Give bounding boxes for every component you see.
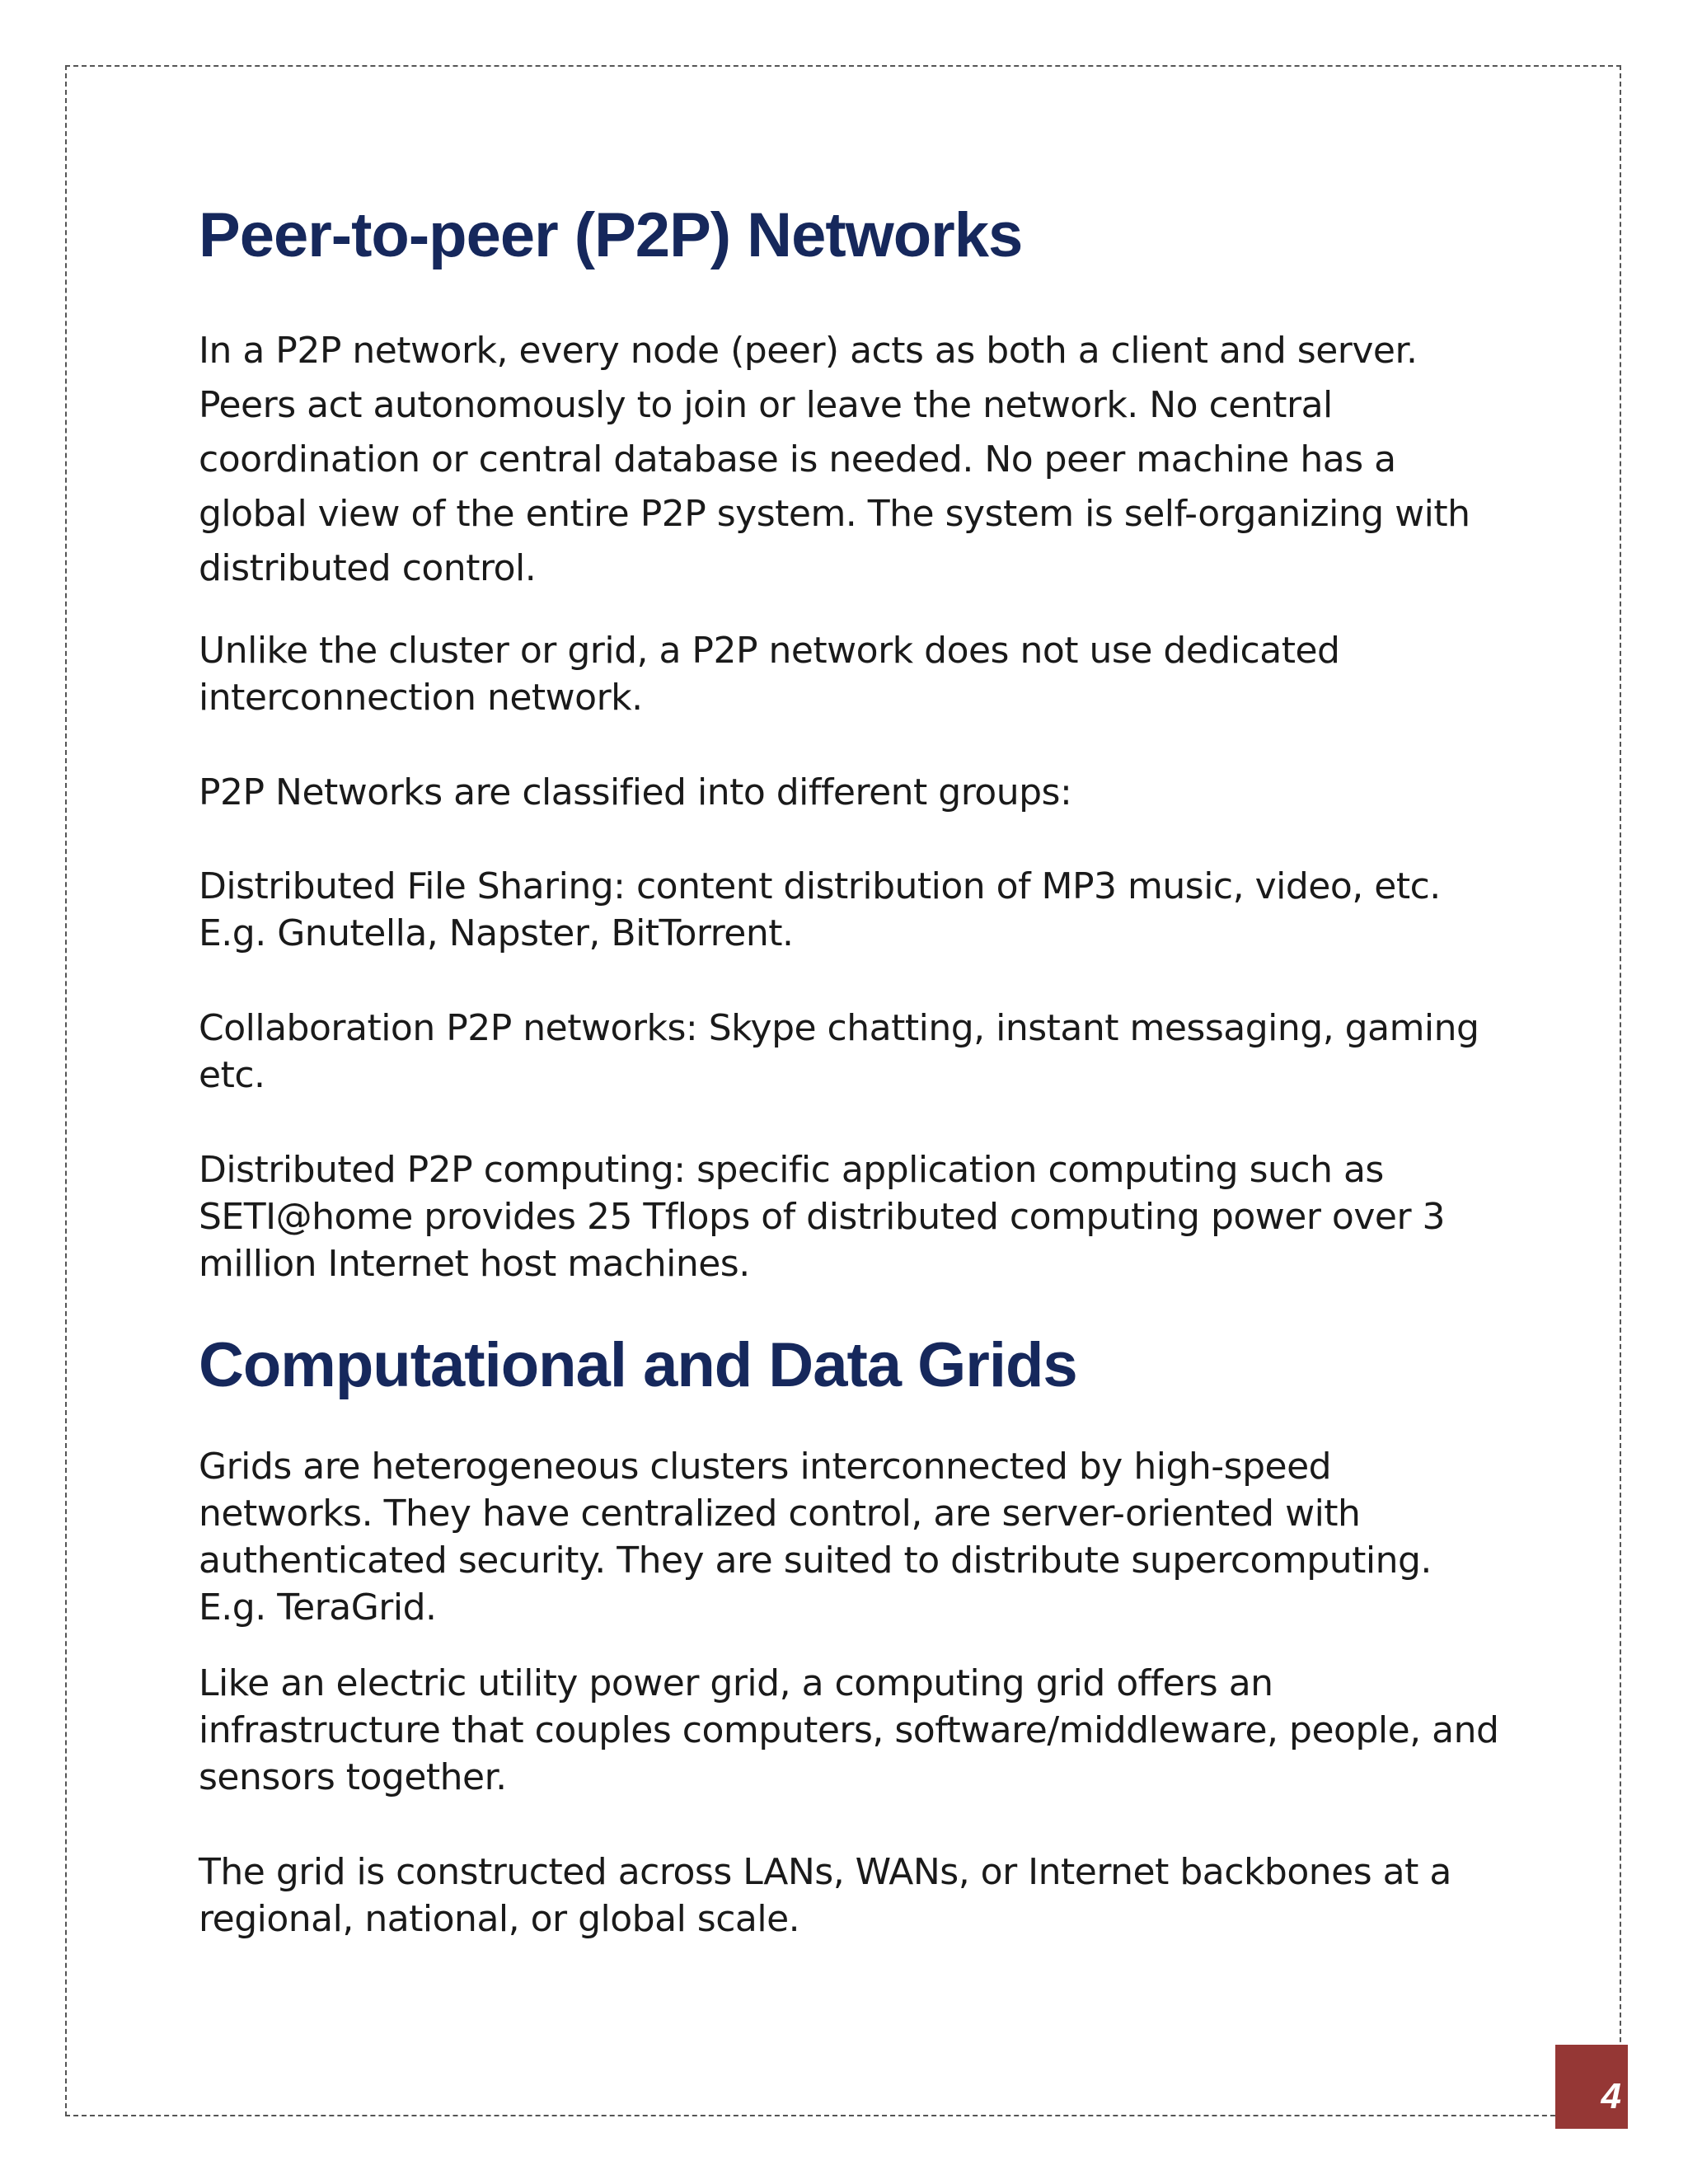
page-number-tab [1555, 2045, 1628, 2129]
paragraph: Unlike the cluster or grid, a P2P network does not use dedicated interconnection network. [199, 630, 1340, 719]
section-heading-p2p: Peer-to-peer (P2P) Networks [199, 200, 1023, 270]
paragraph: In a P2P network, every node (peer) acts as both a client and server. Peers act autonomously to join or leave the network. No central coordination or central database is needed. No peer machine has a global view of the entire P2P system. The system is self-organizing with distributed control. [199, 330, 1470, 589]
paragraph: Grids are heterogeneous clusters interconnected by high-speed networks. They have centralized control, are server-oriented with authenticated security. They are suited to distribute supercomputing. E.g. TeraGrid. [199, 1446, 1432, 1629]
paragraph: Distributed File Sharing: content distribution of MP3 music, video, etc. E.g. Gnutella, Napster, BitTorrent. [199, 865, 1441, 954]
paragraph: The grid is constructed across LANs, WANs, or Internet backbones at a regional, national, or global scale. [199, 1851, 1451, 1940]
page-number: 4 [1601, 2076, 1621, 2116]
paragraph: Like an electric utility power grid, a computing grid offers an infrastructure that couples computers, software/middleware, people, and sensors together. [199, 1662, 1499, 1798]
paragraph: P2P Networks are classified into different groups: [199, 771, 1072, 813]
section-heading-grids: Computational and Data Grids [199, 1330, 1077, 1400]
paragraph: Collaboration P2P networks: Skype chatting, instant messaging, gaming etc. [199, 1007, 1479, 1096]
paragraph: Distributed P2P computing: specific application computing such as SETI@home provides 25 Tflops of distributed computing power over 3 million Internet host machines. [199, 1149, 1446, 1285]
